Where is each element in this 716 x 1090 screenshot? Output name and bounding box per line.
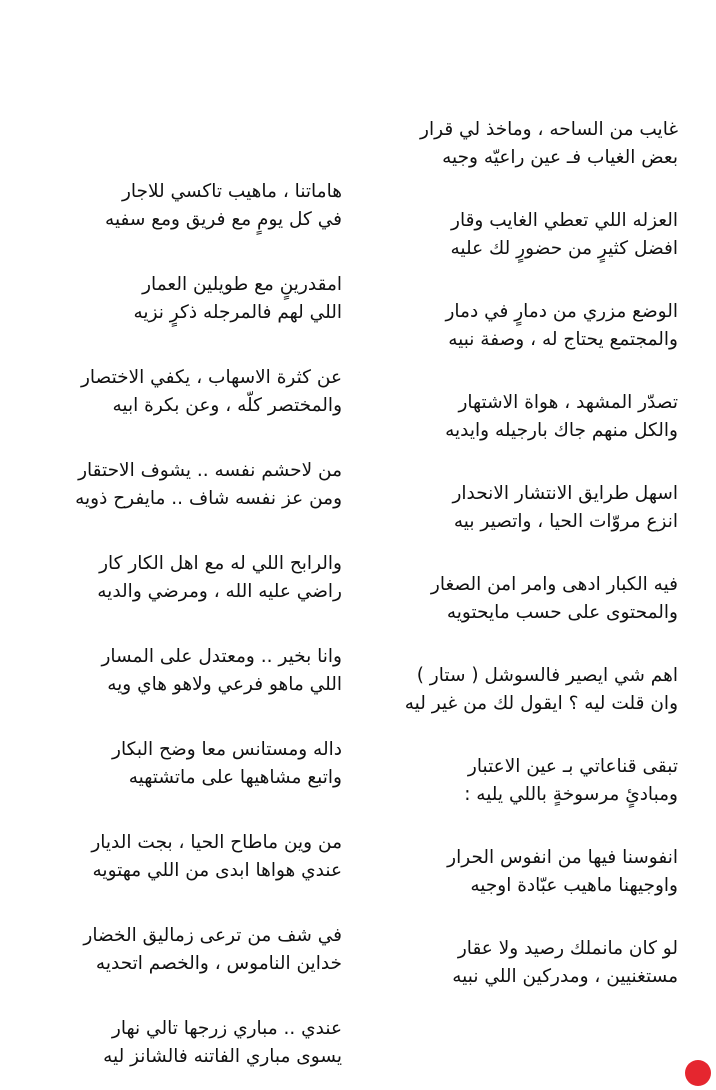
poem-verse: خداين الناموس ، والخصم اتحديه — [95, 953, 342, 974]
poem-verse: اهم شي ايصير فالسوشل ( ستار ) — [416, 665, 678, 686]
poem-verse: راضي عليه الله ، ومرضي والديه — [97, 581, 342, 602]
poem-verse: هاماتنا ، ماهيب تاكسي للاجار — [121, 181, 342, 202]
poem-stanza — [12, 1015, 342, 1071]
poem-verse: عندي هواها ابدى من اللي مهتويه — [92, 860, 342, 881]
poem-verse: واتبع مشاهيها على ماتشتهيه — [128, 767, 342, 788]
poem-verse: والمجتمع يحتاج له ، وصفة نبيه — [448, 329, 678, 350]
poem-verse: من وين ماطاح الحيا ، بجت الديار — [91, 832, 342, 853]
poem-verse: والرابح اللي له مع اهل الكار كار — [99, 553, 342, 574]
poem-verse: داله ومستانس معا وضح البكار — [112, 739, 342, 760]
poem-stanza — [12, 364, 342, 420]
poem-stanza — [352, 298, 678, 354]
poem-verse: فيه الكبار ادهى وامر امن الصغار — [430, 574, 678, 595]
poem-verse: والمختصر كلّه ، وعن بكرة ابيه — [112, 395, 342, 416]
poem-verse: وان قلت ليه ؟ ايقول لك من غير ليه — [404, 693, 678, 714]
poem-verse: في كل يومٍ مع فريق ومع سفيه — [105, 209, 342, 230]
poem-stanza — [12, 457, 342, 513]
poem-stanza — [352, 844, 678, 900]
poem-left-column — [12, 178, 342, 1090]
poem-verse: عن كثرة الاسهاب ، يكفي الاختصار — [80, 367, 342, 388]
poem-verse: امقدرينٍ مع طويلين العمار — [142, 274, 342, 295]
poem-verse: ومن عز نفسه شاف .. مايفرح ذويه — [75, 488, 342, 509]
poem-verse: تصدّر المشهد ، هواة الاشتهار — [458, 392, 678, 413]
poem-stanza — [352, 389, 678, 445]
poem-verse: وانا بخير .. ومعتدل على المسار — [101, 646, 342, 667]
poem-verse: بعض الغياب فـ عين راعيّه وجيه — [442, 147, 678, 168]
poem-stanza — [12, 271, 342, 327]
poem-stanza — [352, 753, 678, 809]
poem-stanza — [352, 480, 678, 536]
poem-verse: غايب من الساحه ، وماخذ لي قرار — [420, 119, 678, 140]
poem-stanza — [12, 550, 342, 606]
poem-verse: انزع مروّات الحيا ، واتصير بيه — [453, 511, 678, 532]
poem-verse: انفوسنا فيها من انفوس الحرار — [447, 847, 678, 868]
poem-verse: اسهل طرايق الانتشار الانحدار — [452, 483, 678, 504]
poem-verse: والكل منهم جاك بارجيله وايديه — [445, 420, 678, 441]
poem-verse: الوضع مزري من دمارٍ في دمار — [445, 301, 678, 322]
poem-stanza — [12, 829, 342, 885]
poem-verse: اللي ماهو فرعي ولاهو هاي ويه — [107, 674, 342, 695]
poem-verse: يسوى مباري الفاتنه فالشانز ليه — [103, 1046, 342, 1067]
poem-stanza — [12, 736, 342, 792]
poem-verse: ومبادئٍ مرسوخةٍ باللي يليه : — [464, 784, 678, 805]
poem-stanza — [12, 922, 342, 978]
poem-stanza — [12, 178, 342, 234]
poem-verse: من لاحشم نفسه .. يشوف الاحتقار — [78, 460, 342, 481]
poem-verse: لو كان مانملك رصيد ولا عقار — [457, 938, 678, 959]
poem-verse: تبقى قناعاتي بـ عين الاعتبار — [467, 756, 678, 777]
poem-stanza — [352, 116, 678, 172]
poem-verse: افضل كثيرٍ من حضورٍ لك عليه — [450, 238, 678, 259]
red-marker — [685, 1060, 711, 1086]
poem-right-column — [352, 116, 678, 1026]
poem-verse: عندي .. مباري زرجها تالي نهار — [111, 1018, 342, 1039]
poem-verse: والمحتوى على حسب مايحتويه — [446, 602, 678, 623]
poem-stanza — [352, 662, 678, 718]
poem-verse: اللي لهم فالمرجله ذكرٍ نزيه — [133, 302, 342, 323]
poem-verse: العزله اللي تعطي الغايب وقار — [451, 210, 678, 231]
poem-verse: في شف من ترعى زماليق الخضار — [83, 925, 342, 946]
poem-verse: واوجيهنا ماهيب عبّادة اوجيه — [470, 875, 678, 896]
poem-stanza — [12, 643, 342, 699]
poem-stanza — [352, 207, 678, 263]
poem-stanza — [352, 571, 678, 627]
poem-verse: مستغنيين ، ومدركين اللي نبيه — [452, 966, 678, 987]
poem-stanza — [352, 935, 678, 991]
